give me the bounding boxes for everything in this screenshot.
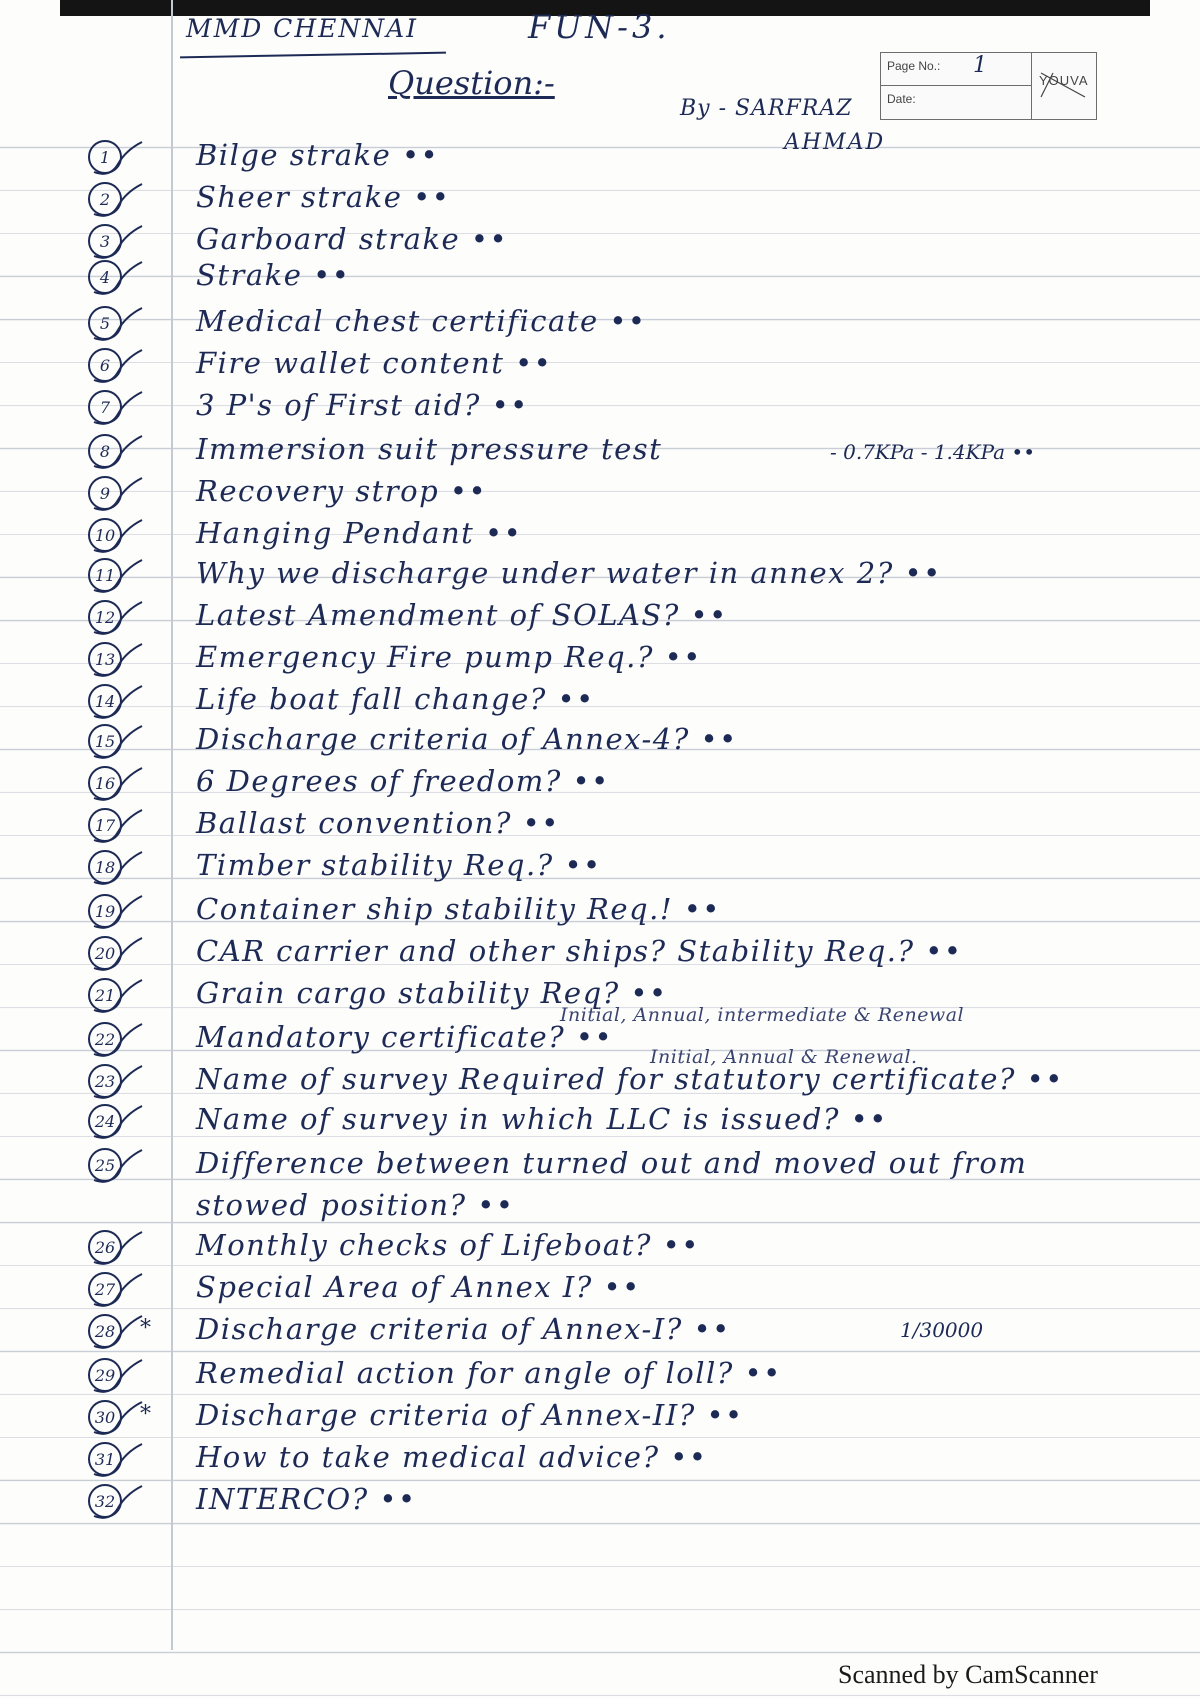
question-item <box>0 386 1200 430</box>
question-continuation <box>0 1186 1200 1230</box>
question-text: Bilge strake •• <box>196 138 440 172</box>
checkmark-icon <box>92 1312 144 1352</box>
question-item <box>0 1004 1200 1062</box>
question-number-circle: 17 <box>88 808 122 842</box>
question-text: Why we discharge under water in annex 2? •• <box>196 556 942 590</box>
question-text: Difference between turned out and moved out from <box>196 1146 1028 1180</box>
question-text: Immersion suit pressure test <box>196 432 663 466</box>
question-text: Strake •• <box>196 258 351 292</box>
question-number-circle: 18 <box>88 850 122 884</box>
author-line-2: AHMAD <box>784 130 886 155</box>
checkmark-icon <box>92 304 144 344</box>
scanner-watermark: Scanned by CamScanner <box>838 1660 1098 1689</box>
question-item <box>0 1396 1200 1440</box>
question-number-circle: 23 <box>88 1064 122 1098</box>
question-number-circle: 26 <box>88 1230 122 1264</box>
question-number-circle: 25 <box>88 1148 122 1182</box>
question-item <box>0 638 1200 682</box>
question-number-circle: 19 <box>88 894 122 928</box>
checkmark-icon <box>92 1482 144 1522</box>
checkmark-icon <box>92 1146 144 1186</box>
question-item <box>0 256 1200 300</box>
question-number-circle: 8 <box>88 434 122 468</box>
question-text: Name of survey Required for statutory certificate? •• <box>196 1062 1064 1096</box>
question-number-circle: 30 <box>88 1400 122 1434</box>
question-number-circle: 28 <box>88 1314 122 1348</box>
question-text: Special Area of Annex I? •• <box>196 1270 641 1304</box>
checkmark-icon <box>92 1356 144 1396</box>
question-item <box>0 344 1200 388</box>
question-text: 3 P's of First aid? •• <box>196 388 529 422</box>
question-annotation: Initial, Annual & Renewal. <box>650 1046 918 1068</box>
question-item <box>0 1226 1200 1270</box>
question-item <box>0 932 1200 976</box>
checkmark-icon <box>92 474 144 514</box>
subject-label: FUN-3. <box>528 8 671 46</box>
question-side-answer: 1/30000 <box>900 1318 984 1342</box>
question-text-continued: stowed position? •• <box>196 1188 515 1222</box>
question-text: Life boat fall change? •• <box>196 682 595 716</box>
question-text: Remedial action for angle of loll? •• <box>196 1356 782 1390</box>
question-text: Mandatory certificate? •• <box>196 1020 614 1054</box>
page-number-value: 1 <box>973 53 987 78</box>
question-number-circle: 2 <box>88 182 122 216</box>
checkmark-icon <box>92 556 144 596</box>
checkmark-icon <box>92 258 144 298</box>
question-number-circle: 27 <box>88 1272 122 1306</box>
question-number-circle: 5 <box>88 306 122 340</box>
brand-name: YOUVA <box>1039 73 1089 88</box>
checkmark-icon <box>92 892 144 932</box>
question-item <box>0 1438 1200 1482</box>
question-text: Emergency Fire pump Req.? •• <box>196 640 702 674</box>
question-item <box>0 554 1200 598</box>
checkmark-icon <box>92 432 144 472</box>
question-side-answer: - 0.7KPa - 1.4KPa •• <box>830 440 1035 464</box>
question-item <box>0 1310 1200 1354</box>
question-number-circle: 14 <box>88 684 122 718</box>
question-text: Timber stability Req.? •• <box>196 848 602 882</box>
question-number-circle: 4 <box>88 260 122 294</box>
checkmark-icon <box>92 1020 144 1060</box>
checkmark-icon <box>92 1398 144 1438</box>
question-item <box>0 804 1200 848</box>
checkmark-icon <box>92 848 144 888</box>
checkmark-icon <box>92 1102 144 1142</box>
question-item <box>0 178 1200 222</box>
question-text: Container ship stability Req.! •• <box>196 892 721 926</box>
question-number-circle: 6 <box>88 348 122 382</box>
question-number-circle: 20 <box>88 936 122 970</box>
checkmark-icon <box>92 388 144 428</box>
question-item <box>0 1354 1200 1398</box>
question-text: How to take medical advice? •• <box>196 1440 708 1474</box>
question-item <box>0 1100 1200 1144</box>
question-item <box>0 1480 1200 1524</box>
question-item <box>0 514 1200 558</box>
question-text: Medical chest certificate •• <box>196 304 647 338</box>
question-text: Name of survey in which LLC is issued? •• <box>196 1102 888 1136</box>
important-star-icon: * <box>140 1316 151 1341</box>
checkmark-icon <box>92 1228 144 1268</box>
question-item <box>0 136 1200 180</box>
question-text: Fire wallet content •• <box>196 346 553 380</box>
question-number-circle: 31 <box>88 1442 122 1476</box>
date-label: Date: <box>887 92 916 106</box>
checkmark-icon <box>92 138 144 178</box>
question-text: Sheer strake •• <box>196 180 451 214</box>
checkmark-icon <box>92 1440 144 1480</box>
question-text: Grain cargo stability Req? •• <box>196 976 668 1010</box>
question-text: INTERCO? •• <box>196 1482 417 1516</box>
question-text: Latest Amendment of SOLAS? •• <box>196 598 728 632</box>
checkmark-icon <box>92 976 144 1016</box>
checkmark-icon <box>92 598 144 638</box>
question-number-circle: 7 <box>88 390 122 424</box>
checkmark-icon <box>92 516 144 556</box>
checkmark-icon <box>92 180 144 220</box>
question-item <box>0 680 1200 724</box>
question-text: Hanging Pendant •• <box>196 516 523 550</box>
question-item <box>0 720 1200 764</box>
question-number-circle: 9 <box>88 476 122 510</box>
question-text: Ballast convention? •• <box>196 806 560 840</box>
question-number-circle: 13 <box>88 642 122 676</box>
checkmark-icon <box>92 806 144 846</box>
question-text: Discharge criteria of Annex-II? •• <box>196 1398 744 1432</box>
question-number-circle: 10 <box>88 518 122 552</box>
question-item <box>0 302 1200 346</box>
question-item <box>0 846 1200 890</box>
question-number-circle: 3 <box>88 224 122 258</box>
question-number-circle: 24 <box>88 1104 122 1138</box>
question-text: Discharge criteria of Annex-I? •• <box>196 1312 731 1346</box>
author-line-1: By - SARFRAZ <box>680 96 853 121</box>
question-number-circle: 21 <box>88 978 122 1012</box>
question-text: 6 Degrees of freedom? •• <box>196 764 610 798</box>
question-item <box>0 1144 1200 1188</box>
checkmark-icon <box>92 1062 144 1102</box>
question-text: Discharge criteria of Annex-4? •• <box>196 722 738 756</box>
question-text: Recovery strop •• <box>196 474 488 508</box>
checkmark-icon <box>92 682 144 722</box>
question-item <box>0 430 1200 474</box>
question-number-circle: 22 <box>88 1022 122 1056</box>
question-annotation: Initial, Annual, intermediate & Renewal <box>560 1004 965 1026</box>
question-text: Garboard strake •• <box>196 222 509 256</box>
question-item <box>0 1268 1200 1312</box>
checkmark-icon <box>92 764 144 804</box>
question-number-circle: 1 <box>88 140 122 174</box>
question-item <box>0 472 1200 516</box>
question-item <box>0 890 1200 934</box>
question-item <box>0 762 1200 806</box>
checkmark-icon <box>92 346 144 386</box>
question-number-circle: 32 <box>88 1484 122 1518</box>
question-number-circle: 12 <box>88 600 122 634</box>
question-heading: Question:- <box>388 64 555 102</box>
important-star-icon: * <box>140 1402 151 1427</box>
question-text: CAR carrier and other ships? Stability Req.? •• <box>196 934 963 968</box>
question-number-circle: 16 <box>88 766 122 800</box>
checkmark-icon <box>92 722 144 762</box>
question-item <box>0 1046 1200 1104</box>
page-title: MMD CHENNAI <box>186 14 419 43</box>
question-number-circle: 11 <box>88 558 122 592</box>
question-number-circle: 15 <box>88 724 122 758</box>
checkmark-icon <box>92 934 144 974</box>
checkmark-icon <box>92 1270 144 1310</box>
checkmark-icon <box>92 640 144 680</box>
page-number-label: Page No.: <box>887 59 941 73</box>
question-item <box>0 596 1200 640</box>
question-number-circle: 29 <box>88 1358 122 1392</box>
question-text: Monthly checks of Lifeboat? •• <box>196 1228 700 1262</box>
